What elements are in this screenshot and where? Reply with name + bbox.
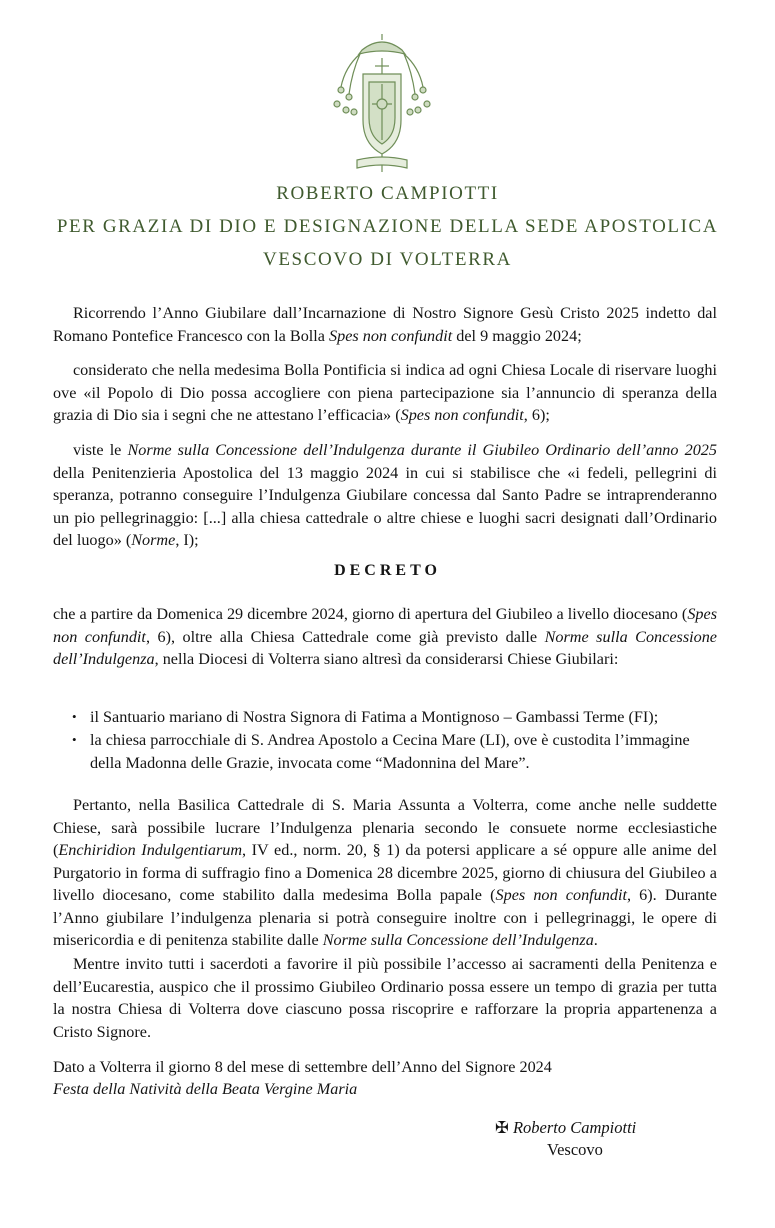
bullet-icon: • bbox=[72, 732, 77, 747]
paragraph-exhortation: Mentre invito tutti i sacerdoti a favorire il più possibile l’accesso ai sacramenti della Penitenza e dell’Eucarestia, auspico che il prossimo Giubileo Ordinario possa essere un tempo di grazia per tutta la nostra Chiesa di Volterra dove ciascuno possa riscoprire e rafforzare la propria appartenenza a Cristo Signore. bbox=[53, 955, 717, 1041]
signature-block bbox=[495, 1117, 636, 1161]
decree-title: DECRETO bbox=[334, 562, 441, 579]
bishop-name: ROBERTO CAMPIOTTI bbox=[276, 183, 499, 204]
paragraph-recital-1: Ricorrendo l’Anno Giubilare dall’Incarnazione di Nostro Signore Gesù Cristo 2025 indetto dal Romano Pontefice Francesco con la Bolla Spes non confundit del 9 maggio 2024; bbox=[53, 304, 717, 345]
header-title-line: PER GRAZIA DI DIO E DESIGNAZIONE DELLA SEDE APOSTOLICA bbox=[56, 216, 719, 237]
paragraph-recital-2: considerato che nella medesima Bolla Pontificia si indica ad ogni Chiesa Locale di riservare luoghi ove «il Popolo di Dio possa accogliere con piena partecipazione sia l’annuncio di speranza della grazia di Dio sia i segni che ne attestano l’efficacia» (Spes non confundit, 6); bbox=[53, 361, 717, 424]
signature-title: Vescovo bbox=[547, 1140, 603, 1159]
episcopal-cross-icon: ✠ bbox=[495, 1118, 509, 1137]
paragraph-indulgence: Pertanto, nella Basilica Cattedrale di S. Maria Assunta a Volterra, come anche nelle suddette Chiese, sarà possibile lucrare l’Indulgenza plenaria secondo le consuete norme ecclesiastiche (Enchiridion Indulgentiarum, IV ed., norm. 20, § 1) da potersi applicare a sé oppure alle anime del Purgatorio in forma di suffragio fino a Domenica 28 dicembre 2025, giorno di chiusura del Giubileo a livello diocesano, come stabilito dalla medesima Bolla papale (Spes non confundit, 6). Durante l’Anno giubilare l’indulgenza plenaria si potrà conseguire inoltre con i pellegrinaggi, le opere di misericordia e di penitenza stabilite dalle Norme sulla Concessione dell’Indulgenza. bbox=[53, 796, 718, 949]
paragraph-recital-3: viste le Norme sulla Concessione dell’Indulgenza durante il Giubileo Ordinario dell’anno 2025 della Penitenzieria Apostolica del 13 maggio 2024 in cui si stabilisce che «i fedeli, pellegrini di speranza, potranno conseguire l’Indulgenza Giubilare concessa dal Santo Padre se intraprenderanno un pio pellegrinaggio: [...] alla chiesa cattedrale o altre chiese e luoghi sacri designati dall’Ordinario del luogo» (Norme, I); bbox=[53, 441, 717, 549]
paragraph-decree: che a partire da Domenica 29 dicembre 2024, giorno di apertura del Giubileo a livello diocesano (Spes non confundit, 6), oltre alla Chiesa Cattedrale come già previsto dalle Norme sulla Concessione dell’Indulgenza, nella Diocesi di Volterra siano altresì da considerarsi Chiese Giubilari: bbox=[53, 605, 717, 668]
dating-line: Dato a Volterra il giorno 8 del mese di settembre dell’Anno del Signore 2024 bbox=[53, 1058, 552, 1076]
header-see-line: VESCOVO DI VOLTERRA bbox=[263, 249, 512, 270]
feast-line: Festa della Natività della Beata Vergine Maria bbox=[53, 1080, 358, 1098]
coat-of-arms-icon bbox=[327, 32, 437, 180]
signature-name: Roberto Campiotti bbox=[512, 1118, 637, 1137]
bullet-icon: • bbox=[72, 709, 77, 724]
